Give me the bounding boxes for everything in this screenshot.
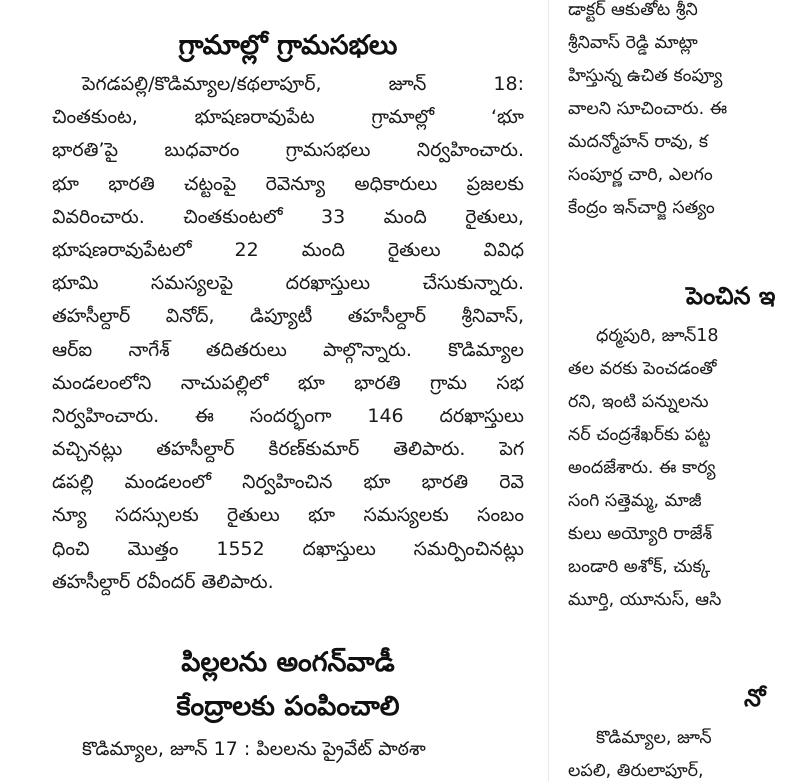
body-line: తల వరకు పెంచడంతో [568, 359, 717, 379]
body-line: అందజేశారు. ఈ కార్య [568, 458, 716, 478]
body-line: కొడిమ్యాల, జూన్ [596, 728, 712, 748]
body-line: భూ భారతి చట్టంపై రెవెన్యూ అధికారులు ప్రజలకు [52, 172, 524, 195]
article-anganwadi [52, 641, 524, 766]
body-line: మూర్తి, యూనుస్, ఆసి [568, 590, 722, 610]
article-headline: పెంచిన ఇ [686, 282, 776, 310]
body-line: శ్రీనివాస్ రెడ్డి మాట్లా [568, 33, 698, 53]
left-column [52, 0, 524, 781]
body-line: కొడిమ్యాల, జూన్ 17 : పిలలను ప్రైవేట్ పాఠశా [82, 738, 426, 760]
body-line: న్యూ సదస్సులకు రైతులు భూ సమస్యలకు సంబం [52, 504, 524, 527]
article-no [568, 678, 800, 781]
article-headline: నో [744, 684, 766, 712]
body-line: సంపూర్ణ చారి, ఎలగం [568, 165, 713, 185]
body-line: హిస్తున్న ఉచిత కంప్యూ [568, 66, 723, 86]
body-line: నర్ చంద్రశేఖర్‌కు పట్ట [568, 425, 711, 445]
article-tax-hike [568, 276, 800, 617]
body-line: భారతి’పై బుధవారం గ్రామసభలు నిర్వహించారు. [52, 139, 524, 162]
body-line: తహసీల్దార్ వినోద్, డిప్యూటీ తహసీల్దార్ శ్రీనివాస్, [52, 305, 524, 328]
body-line: కులు అయ్యోరి రాజేశ్ [568, 524, 713, 544]
body-line: వాలని సూచించారు. ఈ [568, 99, 728, 119]
body-line: ధర్మపురి, జూన్18 [596, 326, 719, 346]
body-line: రని, ఇంటి పన్నులను [568, 392, 709, 412]
body-line: భూషణరావుపేటలో 22 మంది రైతులు వివిధ [52, 238, 524, 261]
body-line: చింతకుంట, భూషణరావుపేట గ్రామాల్లో ‘భూ [52, 106, 524, 129]
article-headline: కేంద్రాలకు పంపించాలి [176, 691, 400, 722]
body-line: నిర్వహించారు. ఈ సందర్భంగా 146 దరఖాస్తులు [52, 404, 524, 427]
article-body [52, 68, 524, 599]
article-headline: గ్రామాల్లో గ్రామసభలు [178, 30, 398, 61]
body-line: వచ్చినట్లు తహసీల్దార్ కిరణ్‌కుమార్ తెలిపారు. పెగ [52, 438, 524, 461]
body-line: వివరించారు. చింతకుంటలో 33 మంది రైతులు, [52, 205, 524, 228]
body-line: డాక్టర్ ఆకుతోట శ్రీని [568, 0, 698, 20]
body-line: తహసీల్దార్ రవీందర్ తెలిపారు. [52, 570, 274, 593]
article-headline: పిల్లలను అంగన్‌వాడీ [181, 647, 395, 678]
body-line: ఆర్ఐ నాగేశ్ తదితరులు పాల్గొన్నారు. కొడిమ్యాల [52, 338, 524, 361]
article-bhu-bharati [52, 24, 524, 599]
body-line: డపల్లి మండలంలో నిర్వహించిన భూ భారతి రెవె [52, 471, 524, 494]
body-line: పెగడపల్లి/కొడిమ్యాల/కథలాపూర్, జూన్ 18: [82, 73, 524, 95]
body-line: సంగి సత్తెమ్మ, మాజీ [568, 491, 702, 511]
right-column [564, 0, 800, 781]
body-line: ధించి మొత్తం 1552 దఖాస్తులు సమర్పించినట్లు [52, 537, 524, 560]
article-continued [568, 0, 800, 225]
body-line: భూమి సమస్యలపై దరఖాస్తులు చేసుకున్నారు. [52, 272, 524, 295]
column-divider [548, 0, 549, 781]
body-line: లపలి, తిరులాపూర్, [568, 761, 704, 781]
body-line: మండలంలోని నాచుపల్లిలో భూ భారతి గ్రామ సభ [52, 371, 524, 394]
body-line: బండారి అశోక్, చుక్క [568, 557, 711, 577]
article-body [52, 733, 524, 766]
body-line: మదన్మోహన్ రావు, క [568, 132, 708, 152]
body-line: కేంద్రం ఇన్‌చార్జి సత్యం [568, 198, 715, 218]
